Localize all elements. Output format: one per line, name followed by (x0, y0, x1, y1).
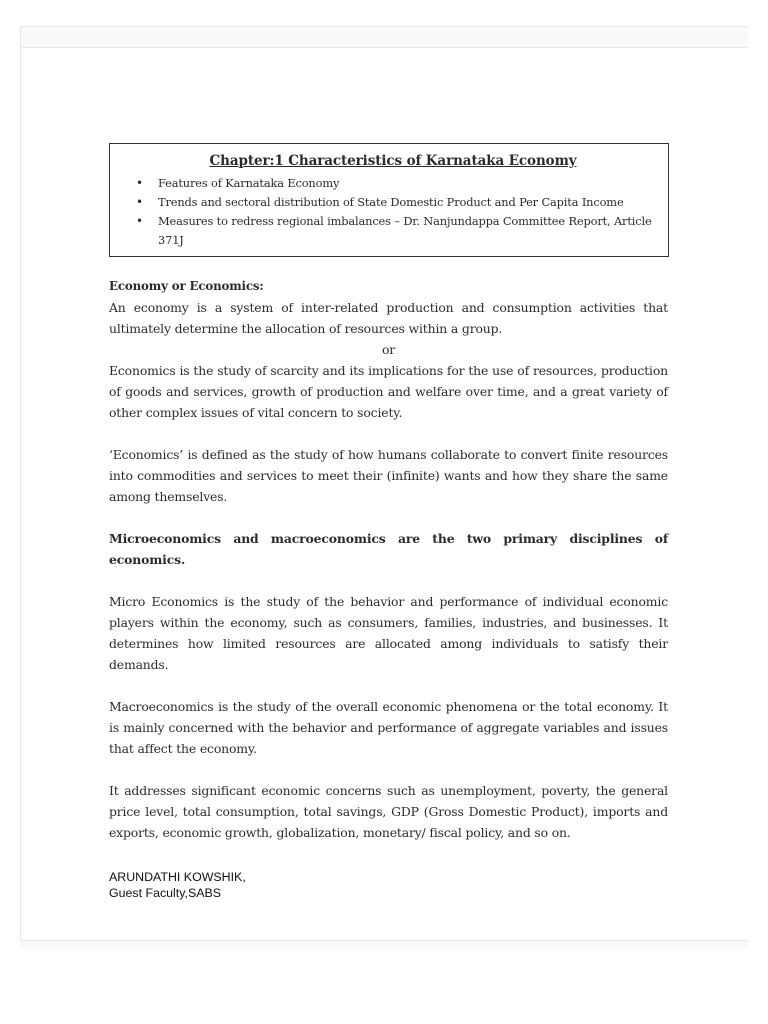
spacer (109, 570, 668, 591)
or-separator: or (381, 342, 396, 357)
economic-concerns-paragraph: It addresses significant economic concerns such as unemployment, poverty, the general price level, total consumption, total savings, GDP (Gross Domestic Product), imports and exports, economic growth, globalization, monetary/ fiscal policy, and so on. (109, 783, 668, 840)
author-signature (109, 869, 246, 901)
spacer (109, 759, 668, 780)
section-heading: Economy or Economics: (109, 279, 264, 293)
microeconomics-paragraph: Micro Economics is the study of the behavior and performance of individual economic players within the economy, such as consumers, families, industries, and businesses. It determines how limited resources are allocated among individuals to satisfy their demands. (109, 594, 668, 672)
spacer (109, 507, 668, 528)
spacer (109, 675, 668, 696)
page-bottom-border (20, 940, 748, 949)
chapter-title: Chapter:1 Characteristics of Karnataka Economy (209, 153, 577, 169)
chapter-topic: • Measures to redress regional imbalances – Dr. Nanjundappa Committee Report, Article 371J (128, 212, 658, 250)
economics-defined-paragraph: ‘Economics’ is defined as the study of how humans collaborate to convert finite resources into commodities and services to meet their (infinite) wants and how they share the same among themselves. (109, 447, 668, 504)
chapter-topic: • Features of Karnataka Economy (128, 174, 658, 193)
chapter-topic: • Trends and sectoral distribution of State Domestic Product and Per Capita Income (128, 193, 658, 212)
author-name: ARUNDATHI KOWSHIK, (109, 870, 246, 884)
page-left-border (20, 26, 21, 948)
document-body (109, 276, 668, 843)
page-top-border (20, 26, 748, 48)
author-title: Guest Faculty,SABS (109, 886, 222, 900)
chapter-summary-box (109, 143, 669, 257)
chapter-topic-list (128, 174, 658, 250)
economy-definition-paragraph: An economy is a system of inter-related production and consumption activities that ultimately determine the allocation of resources within a group. (109, 300, 668, 336)
disciplines-statement: Microeconomics and macroeconomics are the two primary disciplines of economics. (109, 531, 668, 567)
spacer (109, 423, 668, 444)
macroeconomics-paragraph: Macroeconomics is the study of the overall economic phenomena or the total economy. It is mainly concerned with the behavior and performance of aggregate variables and issues that affect the economy. (109, 699, 668, 756)
economics-definition-paragraph: Economics is the study of scarcity and its implications for the use of resources, production of goods and services, growth of production and welfare over time, and a great variety of other complex issues of vital concern to society. (109, 363, 668, 420)
